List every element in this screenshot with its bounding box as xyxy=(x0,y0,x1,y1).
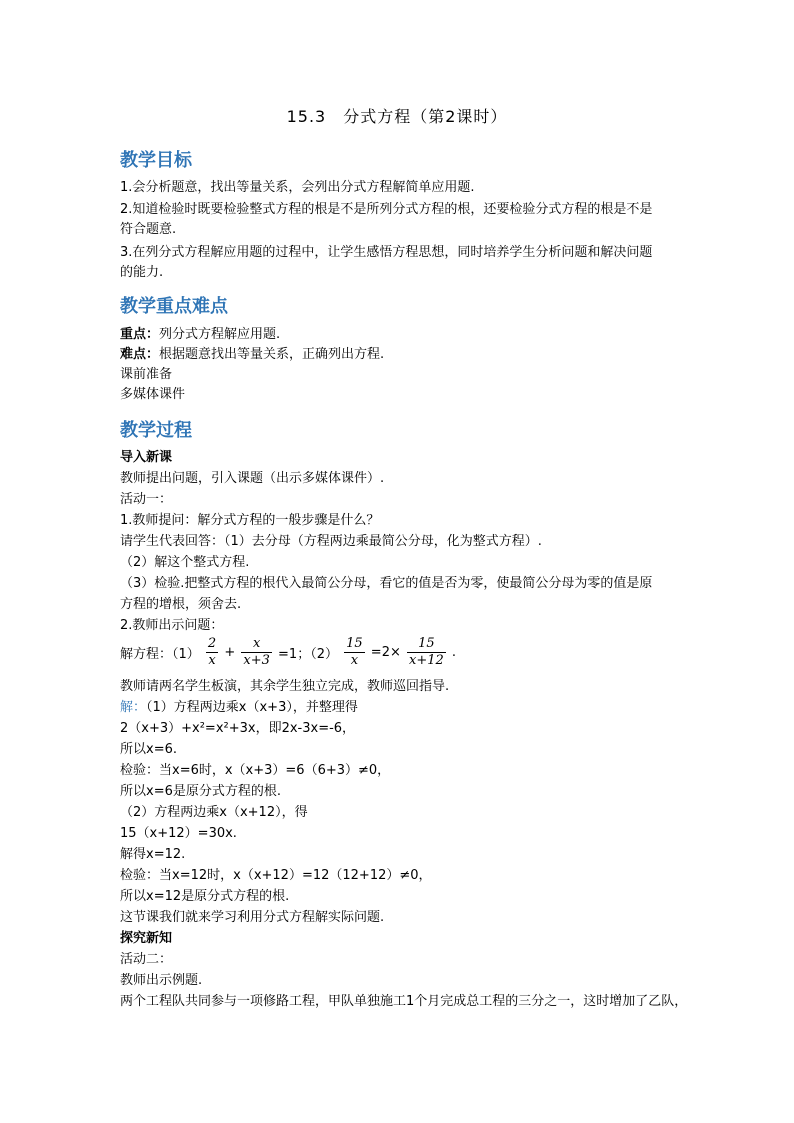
equation-row xyxy=(120,636,456,669)
fraction-15-over-x-plus-12: $\frac{15}{x+12}$ xyxy=(409,636,444,668)
solution-line-3: 所以x=6. xyxy=(120,742,177,757)
process-p5: （2）解这个整式方程. xyxy=(120,555,250,570)
process-p2: 活动一： xyxy=(120,492,173,507)
goal-3b: 的能力. xyxy=(120,265,164,280)
difficulty-line xyxy=(120,345,384,365)
difficulty-text: 根据题意找出等量关系，正确列出方程. xyxy=(159,347,385,362)
explore-title: 探究新知 xyxy=(120,931,173,946)
goal-2b: 符合题意. xyxy=(120,222,177,237)
explore-line-3: 两个工程队共同参与一项修路工程，甲队单独施工1个月完成总工程的三分之一，这时增加了乙队， xyxy=(120,994,688,1009)
difficulty-label: 难点： xyxy=(120,347,160,362)
fraction-2-over-x: $\frac{2}{x}$ xyxy=(207,636,217,668)
process-p6a: （3）检验.把整式方程的根代入最简公分母，看它的值是否为零，使最简公分母为零的值是原 xyxy=(120,576,653,591)
solution-line-6: （2）方程两边乘x（x+12），得 xyxy=(120,805,308,820)
process-p3: 1.教师提问：解分式方程的一般步骤是什么？ xyxy=(120,513,380,528)
process-p7: 2.教师出示问题： xyxy=(120,618,224,633)
explore-line-2: 教师出示例题. xyxy=(120,973,203,988)
solution-line-10: 所以x=12是原分式方程的根. xyxy=(120,889,290,904)
process-p8: 教师请两名学生板演，其余学生独立完成，教师巡回指导. xyxy=(120,679,450,694)
process-p1: 教师提出问题，引入课题（出示多媒体课件）. xyxy=(120,471,385,486)
solution-line-8: 解得x=12. xyxy=(120,847,186,862)
solution-line-11: 这节课我们就来学习利用分式方程解实际问题. xyxy=(120,910,385,925)
explore-line-1: 活动二： xyxy=(120,952,173,967)
equation-rhs: =1；（2） xyxy=(278,647,338,662)
heading-goals: 教学目标 xyxy=(120,150,192,171)
solution-line-2: 2（x+3）+x²=x²+3x，即2x-3x=-6， xyxy=(120,721,356,736)
solution-line-7: 15（x+12）=30x. xyxy=(120,826,237,841)
solution-label: 解： xyxy=(120,700,147,715)
intro-title: 导入新课 xyxy=(120,450,173,465)
process-p6b: 方程的增根，须舍去. xyxy=(120,597,242,612)
focus-label: 重点： xyxy=(120,327,160,342)
fraction-x-over-x-plus-3: $\frac{x}{x+3}$ xyxy=(243,636,270,668)
goal-1: 1.会分析题意，找出等量关系，会列出分式方程解简单应用题. xyxy=(120,180,475,195)
heading-key-points: 教学重点难点 xyxy=(120,296,228,317)
solution-line-9: 检验：当x=12时，x（x+12）=12（12+12）≠0， xyxy=(120,868,432,883)
prep-line: 课前准备 xyxy=(120,367,173,382)
solution-line-5: 所以x=6是原分式方程的根. xyxy=(120,784,281,799)
media-line: 多媒体课件 xyxy=(120,387,186,402)
goal-3a: 3.在列分式方程解应用题的过程中，让学生感悟方程思想，同时培养学生分析问题和解决问题 xyxy=(120,245,653,260)
focus-line xyxy=(120,325,280,345)
equation-lead: 解方程：（1） xyxy=(120,647,200,662)
page-title: 15.3 分式方程（第2课时） xyxy=(286,107,508,126)
heading-process: 教学过程 xyxy=(120,420,192,441)
equation-mid: =2× xyxy=(370,645,401,660)
solution-line-4: 检验：当x=6时，x（x+3）=6（6+3）≠0， xyxy=(120,763,391,778)
focus-text: 列分式方程解应用题. xyxy=(159,327,281,342)
equation-end: . xyxy=(451,645,457,660)
solution-line-1: 解：（1）方程两边乘x（x+3），并整理得 xyxy=(120,700,358,715)
goal-2a: 2.知道检验时既要检验整式方程的根是不是所列分式方程的根，还要检验分式方程的根是不是 xyxy=(120,202,653,217)
process-p4: 请学生代表回答：（1）去分母（方程两边乘最简公分母，化为整式方程）. xyxy=(120,534,542,549)
plus-sign: + xyxy=(224,645,236,660)
fraction-15-over-x: $\frac{15}{x}$ xyxy=(346,636,363,668)
